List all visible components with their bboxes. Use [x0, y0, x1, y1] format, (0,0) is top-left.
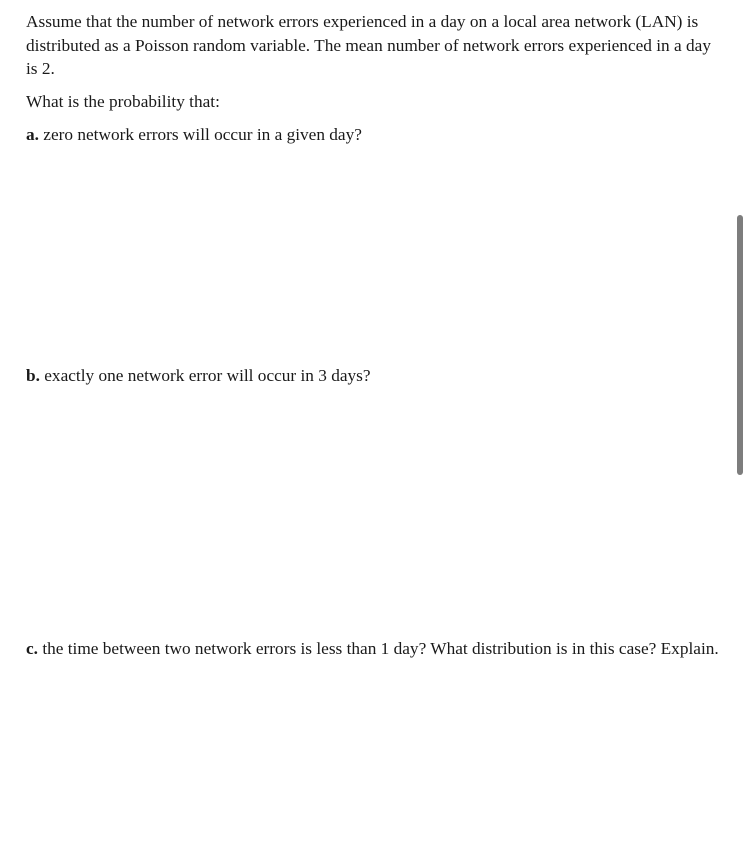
- question-c: [26, 637, 726, 661]
- question-c-label: c.: [26, 639, 38, 658]
- vertical-scrollbar[interactable]: [737, 215, 743, 475]
- question-c-text: the time between two network errors is less than 1 day? What distribution is in this case? Explain.: [42, 639, 719, 658]
- question-b: [26, 364, 716, 388]
- question-b-text: exactly one network error will occur in 3 days?: [44, 366, 371, 385]
- problem-intro: Assume that the number of network errors experienced in a day on a local area network (LAN) is distributed as a Poisson random variable. The mean number of network errors experienced in a day is 2.: [26, 12, 711, 78]
- question-a-label: a.: [26, 125, 39, 144]
- question-prompt: What is the probability that:: [26, 92, 220, 111]
- question-b-label: b.: [26, 366, 40, 385]
- question-a-text: zero network errors will occur in a given day?: [43, 125, 362, 144]
- question-a: [26, 123, 716, 147]
